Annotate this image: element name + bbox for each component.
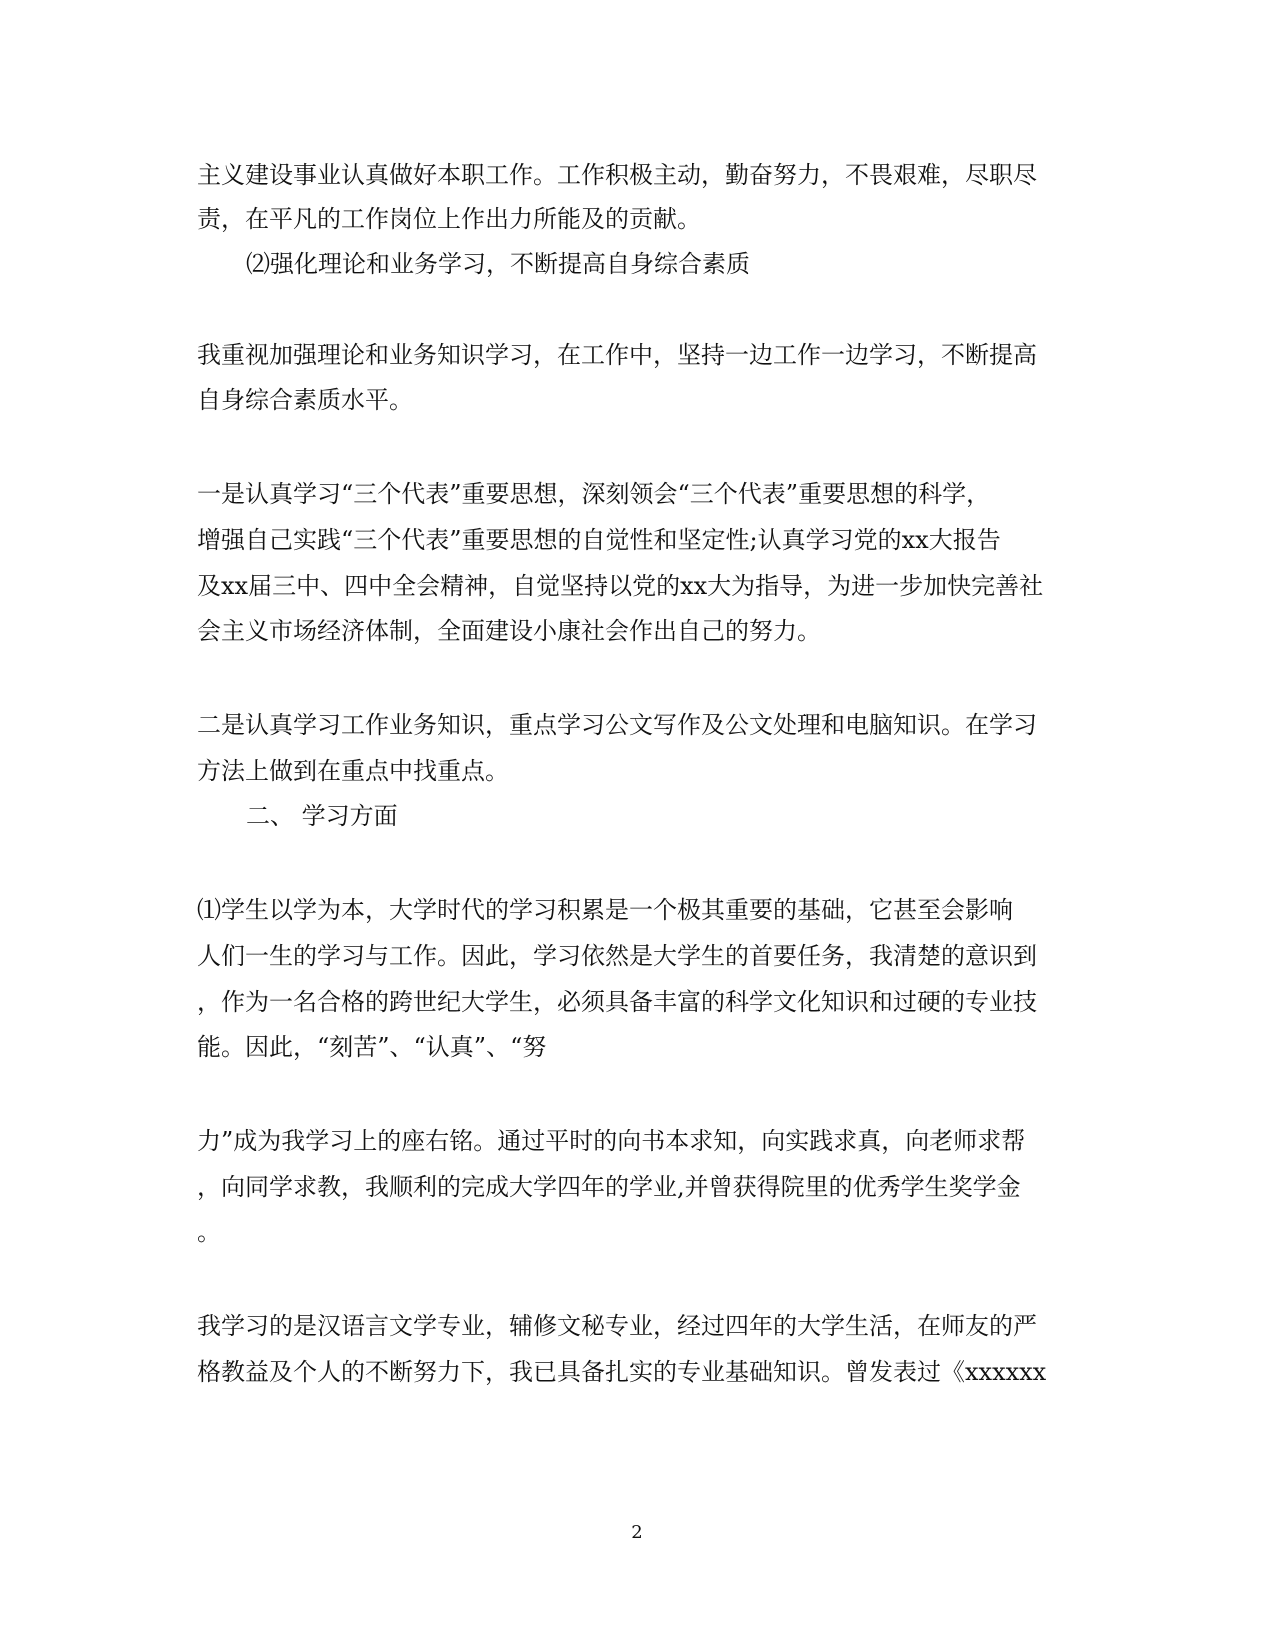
paragraph-line: 增强自己实践“三个代表”重要思想的自觉性和坚定性;认真学习党的xx大报告: [197, 526, 1001, 554]
paragraph-line: 责，在平凡的工作岗位上作出力所能及的贡献。: [197, 205, 701, 233]
paragraph-line: 力”成为我学习上的座右铭。通过平时的向书本求知，向实践求真，向老师求帮: [197, 1127, 1026, 1155]
paragraph-line: 我重视加强理论和业务知识学习，在工作中，坚持一边工作一边学习，不断提高: [197, 341, 1037, 369]
paragraph-line: 格教益及个人的不断努力下，我已具备扎实的专业基础知识。曾发表过《xxxxxx: [197, 1358, 1047, 1386]
paragraph-line: ，作为一名合格的跨世纪大学生，必须具备丰富的科学文化知识和过硬的专业技: [197, 988, 1037, 1016]
paragraph-line: ⑴学生以学为本，大学时代的学习积累是一个极其重要的基础，它甚至会影响: [197, 896, 1013, 924]
paragraph-line: 二是认真学习工作业务知识，重点学习公文写作及公文处理和电脑知识。在学习: [197, 711, 1037, 739]
page-number: 2: [631, 1522, 643, 1543]
paragraph-line: 。: [197, 1218, 221, 1246]
paragraph-line: 及xx届三中、四中全会精神，自觉坚持以党的xx大为指导，为进一步加快完善社: [197, 572, 1044, 600]
section-heading: 二、 学习方面: [246, 802, 398, 830]
paragraph-line: 一是认真学习“三个代表”重要思想，深刻领会“三个代表”重要思想的科学，: [197, 480, 991, 508]
paragraph-line: 能。因此，“刻苦”、“认真”、“努: [197, 1033, 547, 1061]
paragraph-line: 自身综合素质水平。: [197, 386, 413, 414]
paragraph-line: 人们一生的学习与工作。因此，学习依然是大学生的首要任务，我清楚的意识到: [197, 942, 1037, 970]
paragraph-line: 主义建设事业认真做好本职工作。工作积极主动，勤奋努力，不畏艰难，尽职尽: [197, 161, 1037, 189]
section-subheading: ⑵强化理论和业务学习，不断提高自身综合素质: [246, 250, 750, 278]
paragraph-line: 会主义市场经济体制，全面建设小康社会作出自己的努力。: [197, 617, 821, 645]
paragraph-line: 方法上做到在重点中找重点。: [197, 757, 509, 785]
paragraph-line: ，向同学求教，我顺利的完成大学四年的学业,并曾获得院里的优秀学生奖学金: [197, 1173, 1021, 1201]
paragraph-line: 我学习的是汉语言文学专业，辅修文秘专业，经过四年的大学生活，在师友的严: [197, 1312, 1037, 1340]
